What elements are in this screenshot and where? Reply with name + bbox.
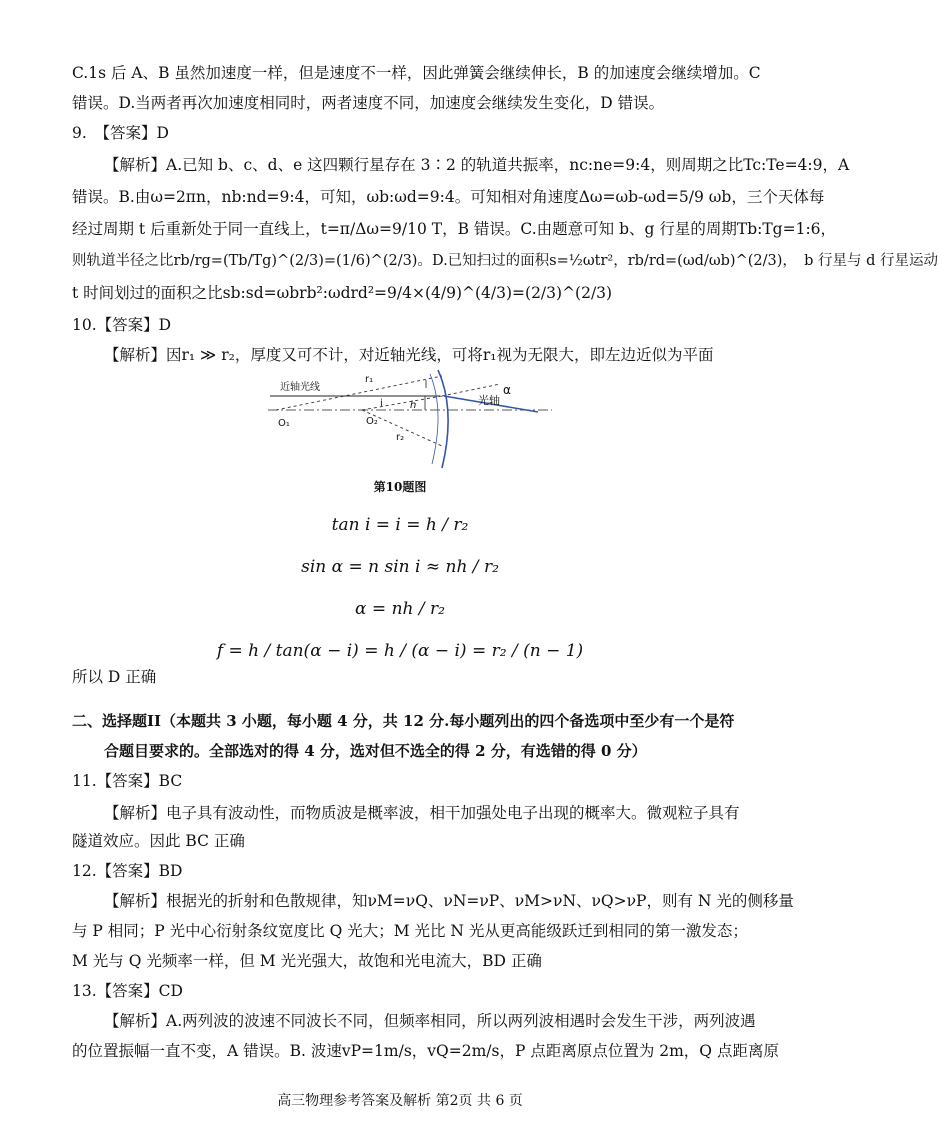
label-o1: O₁	[278, 418, 290, 429]
label-paraxial: 近轴光线	[280, 382, 320, 393]
label-h: h	[410, 400, 417, 411]
q13-answer: 13.【答案】CD	[72, 982, 183, 1000]
radius-r2-line	[362, 396, 442, 410]
q10-conclusion: 所以 D 正确	[72, 668, 157, 686]
q13-analysis-line: 【解析】A.两列波的波速不同波长不同，但频率相同，所以两列波相遇时会发生干涉，两列波遇	[104, 1012, 756, 1030]
formula-focal-length: f = h / tan(α − i) = h / (α − i) = r₂ / (n − 1)	[216, 641, 584, 661]
q12-answer: 12.【答案】BD	[72, 862, 183, 880]
q11-analysis-line: 隧道效应。因此 BC 正确	[72, 832, 245, 850]
page-footer: 高三物理参考答案及解析 第2页 共 6 页	[277, 1093, 523, 1109]
q9-analysis-line: 则轨道半径之比rb/rg=(Tb/Tg)^(2/3)=(1/6)^(2/3)。D.已知扫过的面积s=½ωtr²，rb/rd=(ωd/ωb)^(2/3)， b 行星与 d 行星运动	[72, 253, 938, 269]
q9-analysis-line: 经过周期 t 后重新处于同一直线上，t=π/Δω=9/10 T，B 错误。C.由题意可知 b、g 行星的周期Tb:Tg=1:6，	[72, 220, 837, 238]
label-alpha: α	[503, 383, 511, 397]
label-o2: O₂	[366, 416, 378, 427]
q10-answer: 10.【答案】D	[72, 316, 172, 334]
q12-analysis-line: 与 P 相同；P 光中心衍射条纹宽度比 Q 光大；M 光比 N 光从更高能级跃迁到相同的第一激发态；	[72, 922, 748, 940]
q12-analysis-line: 【解析】根据光的折射和色散规律，知νM=νQ、νN=νP、νM>νN、νQ>νP，则有 N 光的侧移量	[104, 892, 794, 910]
q13-analysis-line: 的位置振幅一直不变，A 错误。B. 波速vP=1m/s，vQ=2m/s，P 点距离原点位置为 2m，Q 点距离原	[72, 1042, 779, 1060]
formula-tan-i: tan i = i = h / r₂	[331, 515, 469, 535]
text-line: 错误。D.当两者再次加速度相同时，两者速度不同，加速度会继续发生变化，D 错误。	[72, 94, 665, 112]
lens-diagram	[260, 368, 560, 473]
q11-analysis-line: 【解析】电子具有波动性，而物质波是概率波，相干加强处电子出现的概率大。微观粒子具有	[104, 804, 740, 822]
q9-analysis-line: t 时间划过的面积之比sb:sd=ωbrb²:ωdrd²=9/4×(4/9)^(4/3)=(2/3)^(2/3)	[72, 284, 613, 302]
formula-sin-alpha: sin α = n sin i ≈ nh / r₂	[301, 557, 499, 577]
q11-answer: 11.【答案】BC	[72, 772, 183, 790]
q9-analysis-line: 错误。B.由ω=2πn，nb:nd=9:4，可知，ωb:ωd=9:4。可知相对角速度Δω=ωb-ωd=5/9 ωb，三个天体每	[72, 188, 825, 206]
label-r1: r₁	[365, 374, 374, 385]
q9-answer: 9. 【答案】D	[72, 124, 169, 142]
label-r2: r₂	[396, 432, 405, 443]
q12-analysis-line: M 光与 Q 光频率一样，但 M 光光强大，故饱和光电流大，BD 正确	[72, 952, 542, 970]
lens-surface-inner	[430, 374, 438, 464]
text-line: C.1s 后 A、B 虽然加速度一样，但是速度不一样，因此弹簧会继续伸长，B 的加速度会继续增加。C	[72, 64, 761, 82]
formula-alpha: α = nh / r₂	[355, 599, 445, 619]
label-i: i	[380, 398, 383, 409]
q9-analysis-line: 【解析】A.已知 b、c、d、e 这四颗行星存在 3∶2 的轨道共振率，nc:ne=9:4，则周期之比Tc:Te=4:9，A	[104, 156, 850, 174]
figure-caption: 第10题图	[373, 480, 427, 494]
section-2-title: 合题目要求的。全部选对的得 4 分，选对但不选全的得 2 分，有选错的得 0 分）	[104, 742, 647, 760]
label-axis: 光轴	[478, 394, 500, 407]
q10-analysis-line: 【解析】因r₁ ≫ r₂，厚度又可不计，对近轴光线，可将r₁视为无限大，即左边近似为平面	[104, 346, 714, 364]
lens-surface	[438, 370, 448, 468]
section-2-title: 二、选择题II（本题共 3 小题，每小题 4 分，共 12 分.每小题列出的四个备选项中至少有一个是符	[72, 712, 735, 730]
